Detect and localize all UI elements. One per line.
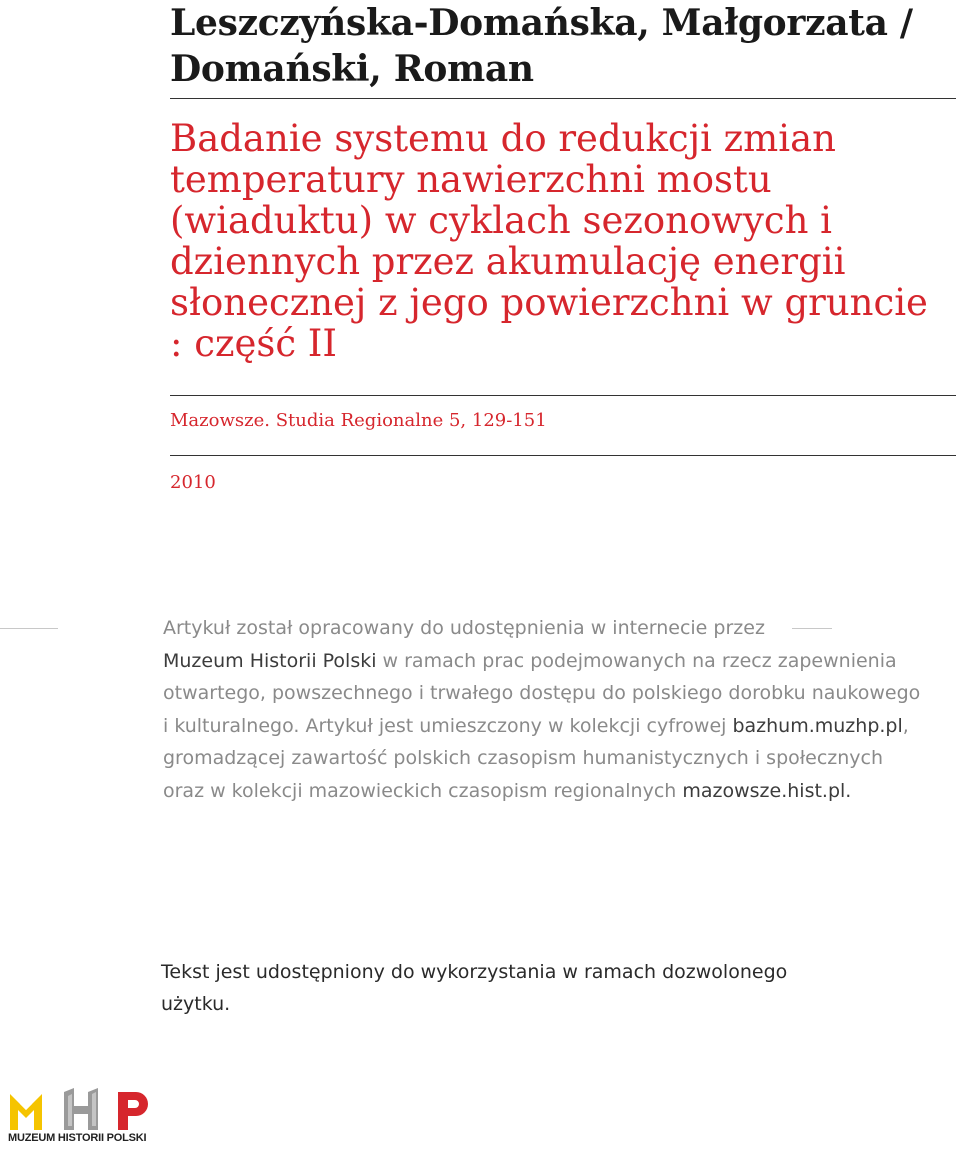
article-year: 2010 (170, 472, 216, 493)
authors-line-1: Leszczyńska-Domańska, Małgorzata / (170, 2, 913, 44)
notice-text: Artykuł został opracowany do udostępnienia w internecie przez (163, 617, 765, 639)
logo-p-icon (118, 1092, 148, 1130)
article-source: Mazowsze. Studia Regionalne 5, 129-151 (170, 410, 547, 431)
notice-text: w ramach prac podejmowanych na rzecz zapewnienia otwartego, powszechnego i trwałego dostępu do polskiego dorobku naukowego i kulturalnego. Artykuł jest umieszczony w kolekcji cyfrowej (163, 649, 921, 737)
divider (170, 98, 956, 99)
divider (0, 628, 58, 629)
divider (170, 455, 956, 456)
usage-statement: Tekst jest udostępniony do wykorzystania w ramach dozwolonego użytku. (161, 961, 788, 1015)
authors-line-2: Domański, Roman (170, 48, 534, 90)
bazhum-link[interactable]: bazhum.muzhp.pl (732, 714, 903, 737)
logo-label: MUZEUM HISTORII POLSKI (8, 1132, 147, 1144)
mazowsze-link[interactable]: mazowsze.hist.pl. (682, 779, 852, 802)
divider (170, 395, 956, 396)
article-title: Badanie systemu do redukcji zmian temperatury nawierzchni mostu (wiaduktu) w cyklach sezonowych i dziennych przez akumulację energii słonecznej z jego powierzchni w gruncie : część II (170, 117, 928, 365)
authors (170, 0, 950, 92)
notice-text: , gromadzącej zawartość polskich czasopism humanistycznych i społecznych oraz w kolekcji mazowieckich czasopism regionalnych (163, 714, 909, 802)
museum-name: Muzeum Historii Polski (163, 649, 377, 672)
logo-m-icon (10, 1094, 42, 1130)
logo-h-icon (64, 1088, 98, 1130)
access-notice (163, 612, 923, 807)
